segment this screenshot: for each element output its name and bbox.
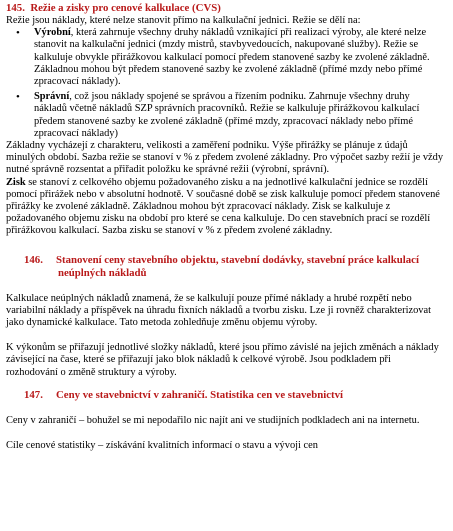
section-147-number: 147. xyxy=(24,388,43,401)
list-item-spravni xyxy=(6,91,445,140)
section-147-heading xyxy=(24,389,445,402)
section-145-heading xyxy=(6,2,445,15)
overhead-types-list xyxy=(6,27,445,140)
section-145-title: Režie a zisky pro cenové kalkulace (CVS) xyxy=(30,2,221,14)
bullet-text: , která zahrnuje všechny druhy nákladů vznikající při realizaci výroby, ale které nelze stanovit na kalkulační jednici (mzdy mistrů, stavbyvedoucích, nakupované služby). Režie se kalkuluje obvykle přirážkovou kalkulací pomocí předem stanovené sazby ke zvolené základně. Základnou mohou být předem stanovené sazby ke zvolené základně (přímé mzdy nebo přímé zpracovací náklady). xyxy=(34,27,430,88)
list-item-vyrobni xyxy=(6,27,445,88)
profit-text: se stanoví z celkového objemu požadovaného zisku a na jednotlivé kalkulační jednice se rozdělí pomocí přirážek nebo v absolutní hodnotě. V současné době se zisk kalkuluje pomocí předem stanovené přirážky ke zvolené základně. Základnou mohou být zpracovací náklady. Zisk se kalkuluje z požadovaného objemu zisku na období pro které se cena kalkuluje. Do cen stavebních prací se rozdělí přirážkovou kalkulací. Sazba zisku se stanoví v % z předem zvolené základny. xyxy=(6,176,440,237)
section-146-heading xyxy=(24,254,445,280)
section-146-title: Stanovení ceny stavebního objektu, stavební dodávky, stavební práce kalkulací xyxy=(56,253,419,266)
bullet-term: Správní xyxy=(34,91,70,103)
profit-term: Zisk xyxy=(6,176,26,188)
bullet-term: Výrobní xyxy=(34,27,71,39)
section-145-profit-paragraph xyxy=(6,177,445,238)
section-146-number: 146. xyxy=(24,253,43,266)
section-146-paragraph-2: K výkonům se přiřazují jednotlivé složky nákladů, které jsou přímo závislé na jejich změnách a náklady závisející na čase, které se přiřazují jako blok nákladů k celkové výrobě. Jsou podkladem při rozhodování o změně struktury a výroby. xyxy=(6,342,439,378)
section-147-paragraph-1: Ceny v zahraničí – bohužel se mi nepodařilo nic najít ani ve studijních podkladech ani na internetu. xyxy=(6,414,420,426)
section-145-paragraph: Základny vycházejí z charakteru, velikosti a zaměření podniku. Výše přirážky se plánuje z údajů minulých období. Sazba režie se stanoví v % z předem zvolené základny. Pro výpočet sazby režií je vždy nutné správně rozsentat a přiřadit položku ke správné režii (výrobní, správní). xyxy=(6,140,444,176)
section-145-number: 145. xyxy=(6,2,25,14)
section-145-intro: Režie jsou náklady, které nelze stanovit přímo na kalkulační jednici. Režie se dělí na: xyxy=(6,15,361,26)
section-146-paragraph-1: Kalkulace neúplných nákladů znamená, že se kalkulují pouze přímé náklady a hrubé rozpětí nebo variabilní náklady a příspěvek na úhradu fixních nákladů a tvorbu zisku. Lze ji rovněž charakterizovat jako dynamické kalkulace. Tato metoda zohledňuje změnu objemu výroby. xyxy=(6,292,431,329)
section-147-title: Ceny ve stavebnictví v zahraničí. Statistika cen ve stavebnictví xyxy=(56,388,343,401)
section-146-title-cont: neúplných nákladů xyxy=(58,266,147,279)
section-147-paragraph-2: Cíle cenové statistiky – získávání kvalitních informací o stavu a vývoji cen xyxy=(6,440,318,452)
bullet-text: , což jsou náklady spojené se správou a řízením podniku. Zahrnuje všechny druhy nákladů včetně nákladů SZP správních pracovníků. Režie se kalkuluje přirážkovou kalkulací předem stanovené sazby ke zvolené základně (přímé mzdy, zpracovací náklady nebo přímé zpracovací náklady) xyxy=(34,91,420,139)
